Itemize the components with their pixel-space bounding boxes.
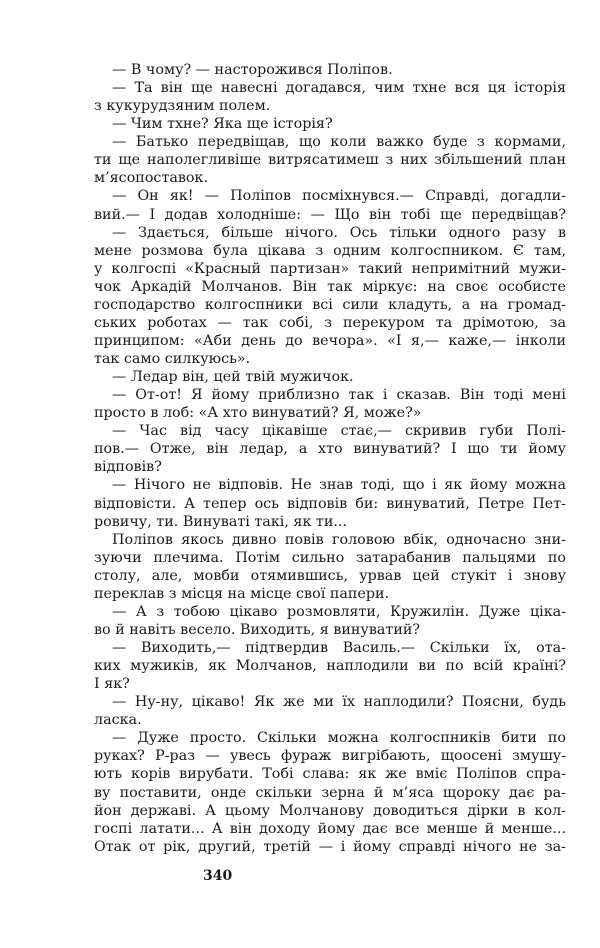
text-line: відповісти. А тепер ось відповів би: винуватий, Петре Пет- xyxy=(94,495,566,512)
text-line: — Здається, більше нічого. Ось тільки одного разу в xyxy=(112,224,566,241)
text-line: госпі латати... А він доходу йому дає все менше й менше... xyxy=(94,820,566,837)
text-line: — В чому? — насторожився Поліпов. xyxy=(112,62,393,78)
text-line: Отак от рік, другий, третій — і йому справді нічого не за- xyxy=(94,838,566,855)
text-line: чок Аркадій Молчанов. Він так міркує: на своє особисте xyxy=(94,278,566,295)
text-line: — Дуже просто. Скільки можна колгоспників бити по xyxy=(112,730,566,747)
text-line: — От-от! Я йому приблизно так і сказав. Він тоді мені xyxy=(112,387,566,404)
text-line: Поліпов якось дивно повів головою вбік, одночасно зни- xyxy=(112,531,566,548)
page-body-text xyxy=(94,61,566,856)
text-line: — Батько передвіщав, що коли важко буде з кормами, xyxy=(112,134,566,151)
text-line: вий.— І додав холодніше: — Що він тобі ще передвіщав? xyxy=(94,206,566,223)
text-line: — Час від часу цікавіше стає,— скривив губи Полі- xyxy=(112,423,566,440)
text-line: м’ясопоставок. xyxy=(94,170,209,187)
text-line: так само силкуюсь». xyxy=(94,351,251,367)
page-number: 340 xyxy=(203,868,233,884)
text-line: — А з тобою цікаво розмовляти, Кружилін. Дуже ціка- xyxy=(112,603,566,620)
text-line: во й навіть весело. Виходить, я винуватий? xyxy=(94,621,421,638)
text-line: з кукурудзяним полем. xyxy=(94,98,271,115)
text-line: господарство колгоспники всі сили кладуть, а на громад- xyxy=(94,296,566,313)
text-line: ських роботах — так собі, з перекуром та дрімотою, за xyxy=(94,314,566,331)
text-line: йон державі. А цьому Молчанову доводиться дірки в кол- xyxy=(94,802,566,819)
text-line: І як? xyxy=(94,676,130,693)
text-line: — Чим тхне? Яка ще історія? xyxy=(112,116,333,133)
text-line: ласка. xyxy=(94,712,142,729)
text-line: мене розмова була цікава з одним колгоспником. Є там, xyxy=(94,242,566,259)
text-line: — Нічого не відповів. Не знав тоді, що і як йому можна xyxy=(112,477,566,494)
text-line: відповів? xyxy=(94,459,162,476)
text-line: — Ледар він, цей твій мужичок. xyxy=(112,369,354,386)
text-line: ти ще наполегливіше витрясатимеш з них збільшений план xyxy=(94,152,566,169)
text-line: ють корів вирубати. Тобі слава: як же вміє Поліпов спра- xyxy=(94,766,566,783)
text-line: ровичу, ти. Винуваті такі, як ти... xyxy=(94,513,347,530)
text-line: просто в лоб: «А хто винуватий? Я, може?» xyxy=(94,405,422,422)
text-line: у колгоспі «Красный партизан» такий непримітний мужи- xyxy=(94,260,566,277)
text-line: столу, але, мовби отямившись, урвав цей стукіт і знову xyxy=(94,567,566,584)
text-line: переклав з місця на місце свої папери. xyxy=(94,585,390,602)
text-line: пов.— Отже, він ледар, а хто винуватий? І що ти йому xyxy=(94,441,566,458)
text-line: ких мужиків, як Молчанов, наплодили ви по всій країні? xyxy=(94,658,566,675)
text-line: — Та він ще навесні догадався, чим тхне вся ця історія xyxy=(112,80,566,97)
text-line: — Ну-ну, цікаво! Як же ми їх наплодили? Поясни, будь xyxy=(112,694,566,711)
text-line: — Он як! — Поліпов посміхнувся.— Справді, догадли- xyxy=(112,188,566,205)
text-line: зуючи плечима. Потім сильно затарабанив пальцями по xyxy=(94,549,566,566)
text-line: принципом: «Аби день до вечора». «І я,— каже,— інколи xyxy=(94,332,566,349)
text-line: ву поставити, онде скільки зерна й м’яса щороку дає ра- xyxy=(94,784,566,801)
text-line: руках? Р-раз — увесь фураж вигрібають, щоосені змушу- xyxy=(94,748,566,765)
text-line: — Виходить,— підтвердив Василь.— Скільки їх, ота- xyxy=(112,640,566,656)
